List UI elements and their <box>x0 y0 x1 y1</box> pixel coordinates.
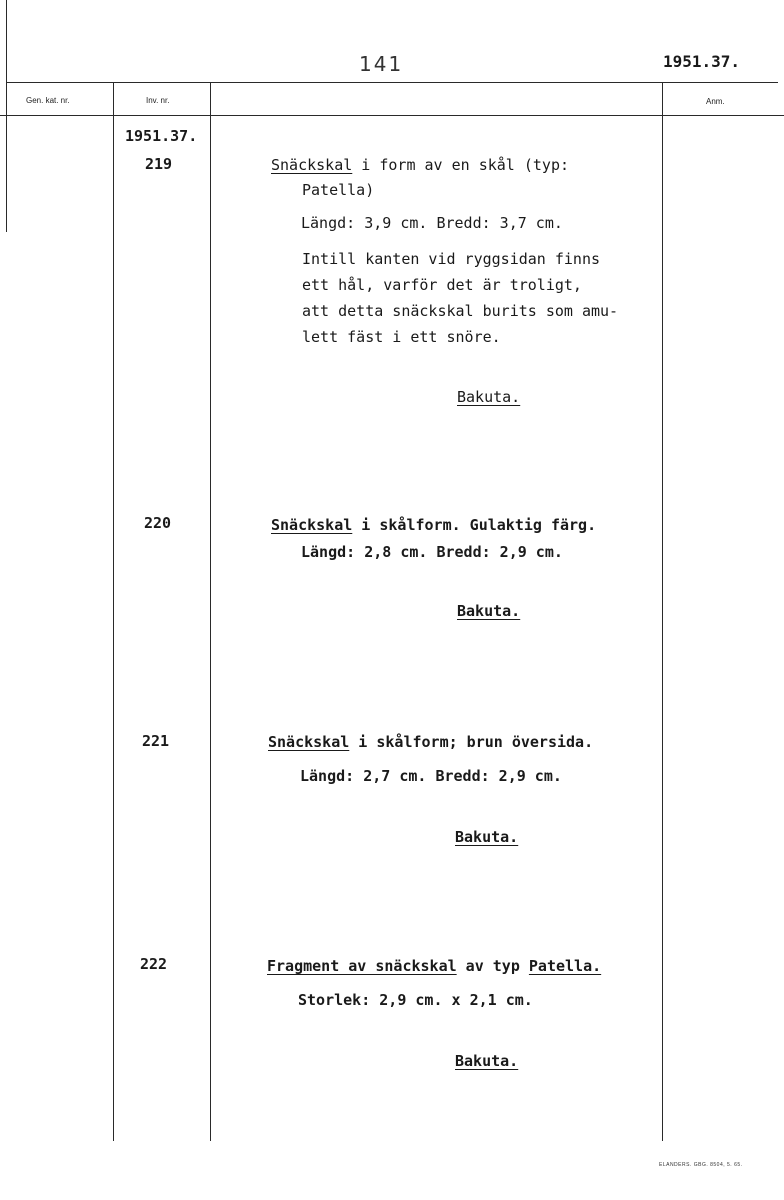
entry-220-object: Snäckskal <box>271 516 353 534</box>
entry-220-title-rest: i skålform. Gulaktig färg. <box>352 516 597 534</box>
entry-220-site: Bakuta. <box>457 602 521 620</box>
entry-219-measurements: Längd: 3,9 cm. Bredd: 3,7 cm. <box>301 214 563 232</box>
entry-221-measurements: Längd: 2,7 cm. Bredd: 2,9 cm. <box>300 767 562 785</box>
printer-imprint: ELANDERS. GBG. 8504, 5. 65. <box>659 1162 743 1168</box>
inv-column-right-rule <box>210 83 211 1141</box>
entry-222-type: Patella. <box>528 957 602 975</box>
entry-219-object: Snäckskal <box>271 156 353 174</box>
entry-221-site: Bakuta. <box>455 828 519 846</box>
entry-219-title-rest: i form av en skål (typ: <box>352 156 570 174</box>
entry-221-title <box>268 733 593 751</box>
entry-219-title <box>271 156 569 174</box>
inv-number-220: 220 <box>144 514 172 532</box>
entry-222-object: Fragment av snäckskal <box>267 957 457 975</box>
anm-column-rule <box>662 83 663 1141</box>
entry-221-title-rest: i skålform; brun översida. <box>349 733 594 751</box>
inv-number-219: 219 <box>145 155 173 173</box>
column-header-anm: Anm. <box>706 97 725 106</box>
entry-222-title-mid: av typ <box>456 957 529 975</box>
entry-220-title <box>271 516 596 534</box>
page-number: 141 <box>359 52 404 76</box>
entry-219-note-line2: ett hål, varför det är troligt, <box>302 276 582 294</box>
entry-222-site: Bakuta. <box>455 1052 519 1070</box>
entry-219-note-line4: lett fäst i ett snöre. <box>302 328 501 346</box>
entry-219-note-line3: att detta snäckskal burits som amu- <box>302 302 619 320</box>
entry-221-object: Snäckskal <box>268 733 350 751</box>
left-margin-rule <box>6 0 7 232</box>
entry-219-line2: Patella) <box>302 181 375 199</box>
header-bottom-rule <box>0 115 784 116</box>
catalog-number: 1951.37. <box>663 52 741 71</box>
inv-number-221: 221 <box>142 732 170 750</box>
entry-219-site: Bakuta. <box>457 388 521 406</box>
column-header-gen-kat: Gen. kat. nr. <box>26 96 70 105</box>
column-header-inv: Inv. nr. <box>146 96 170 105</box>
inv-column-left-rule <box>113 83 114 1141</box>
entry-222-title <box>267 957 601 975</box>
entry-222-measurements: Storlek: 2,9 cm. x 2,1 cm. <box>298 991 533 1009</box>
entry-219-note-line1: Intill kanten vid ryggsidan finns <box>302 250 601 268</box>
inv-number-222: 222 <box>140 955 168 973</box>
entry-220-measurements: Längd: 2,8 cm. Bredd: 2,9 cm. <box>301 543 563 561</box>
catalog-year-ref: 1951.37. <box>125 127 198 145</box>
